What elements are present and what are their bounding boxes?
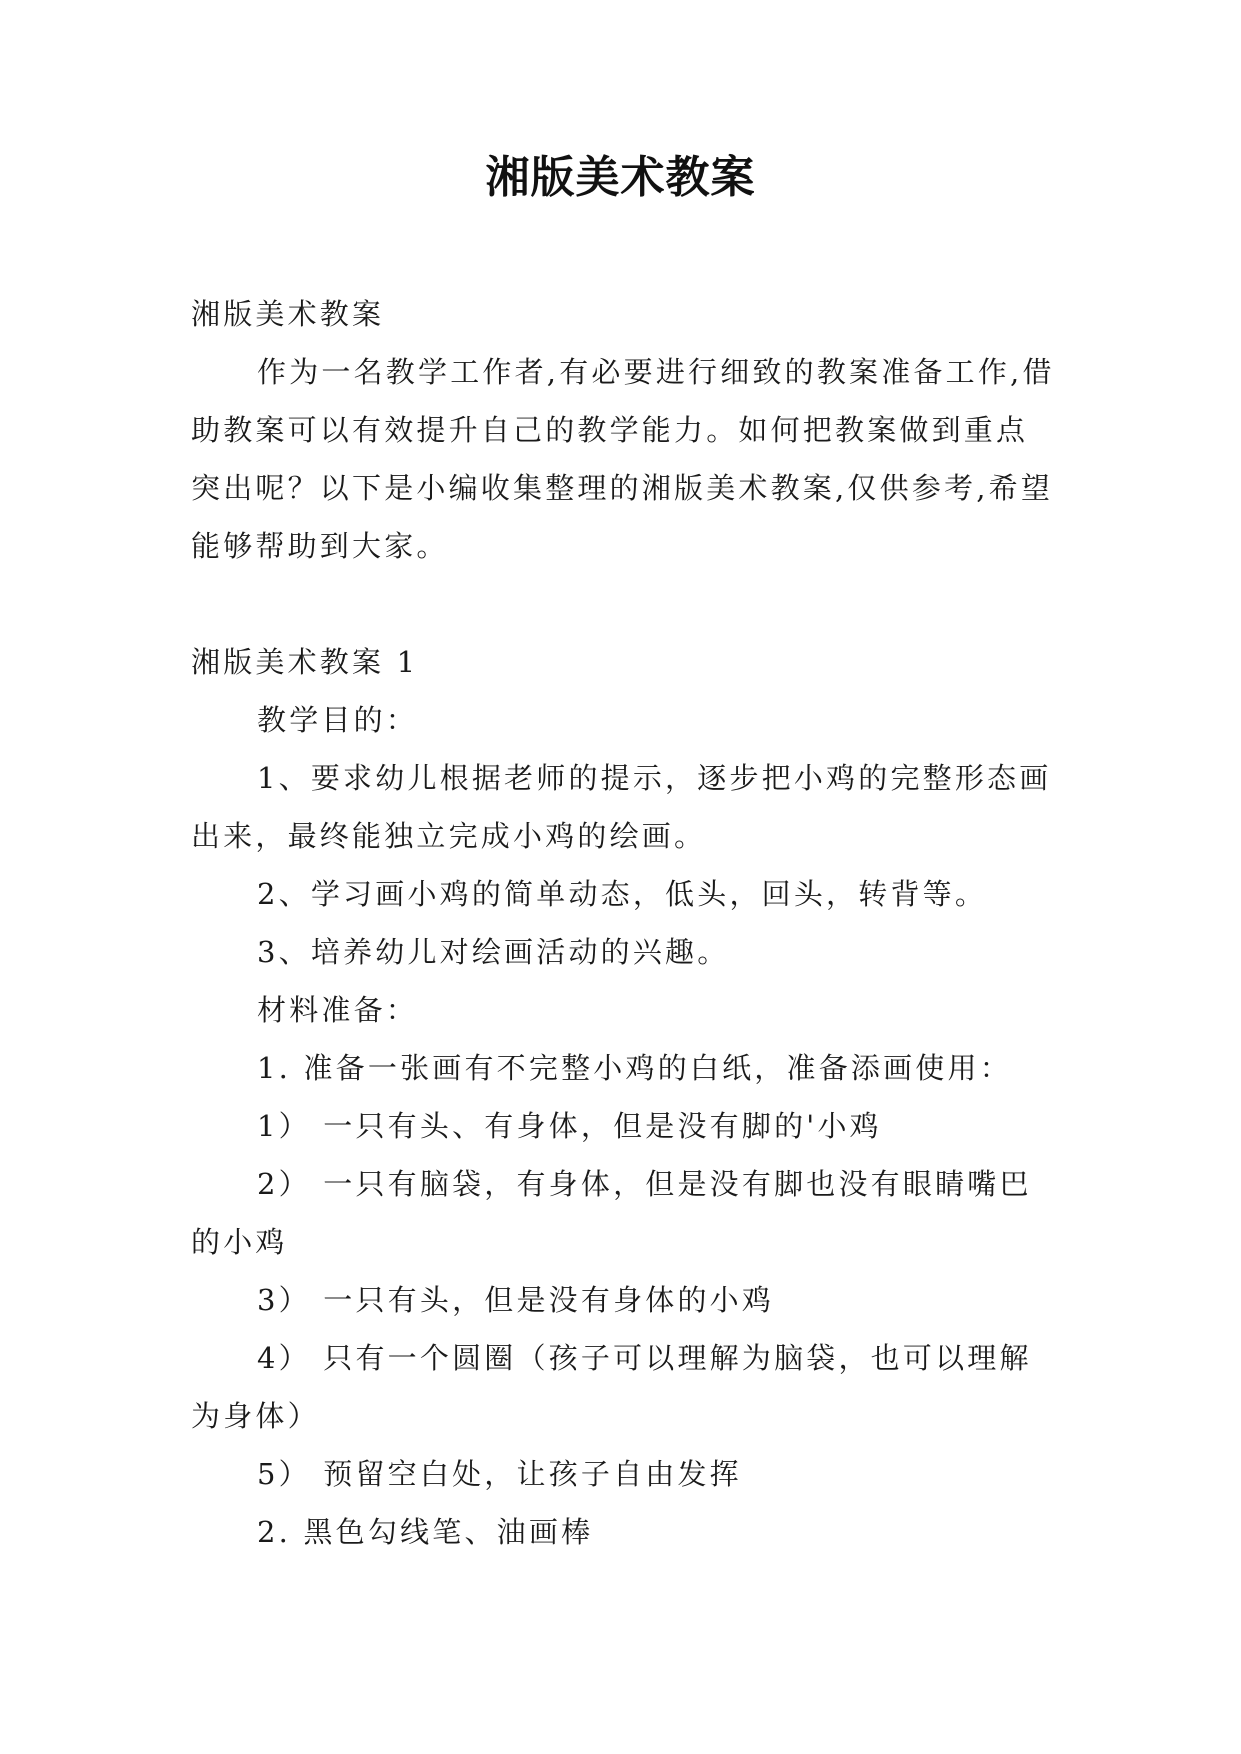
material-subitem-5: 5） 预留空白处，让孩子自由发挥: [257, 1457, 742, 1491]
document-title: 湘版美术教案: [485, 152, 756, 203]
material-item-2: 2. 黑色勾线笔、油画棒: [257, 1515, 594, 1549]
section-heading-intro: 湘版美术教案: [191, 297, 385, 331]
goal-item-2: 2、学习画小鸡的简单动态，低头，回头，转背等。: [257, 877, 988, 911]
material-subitem-4: 4） 只有一个圆圈（孩子可以理解为脑袋，也可以理解为身体）: [191, 1341, 1032, 1433]
material-subitem-2: 2） 一只有脑袋，有身体，但是没有脚也没有眼睛嘴巴的小鸡: [191, 1167, 1032, 1259]
material-subitem-1: 1） 一只有头、有身体，但是没有脚的'小鸡: [257, 1109, 882, 1143]
goal-item-1: 1、要求幼儿根据老师的提示，逐步把小鸡的完整形态画出来，最终能独立完成小鸡的绘画。: [191, 761, 1052, 853]
material-item-1: 1. 准备一张画有不完整小鸡的白纸，准备添画使用：: [257, 1051, 1012, 1085]
intro-paragraph: 作为一名教学工作者,有必要进行细致的教案准备工作,借助教案可以有效提升自己的教学能力。如何把教案做到重点突出呢？以下是小编收集整理的湘版美术教案,仅供参考,希望能够帮助到大家。: [191, 355, 1055, 563]
material-subitem-3: 3） 一只有头，但是没有身体的小鸡: [257, 1283, 775, 1317]
goal-item-3: 3、培养幼儿对绘画活动的兴趣。: [257, 935, 730, 969]
teaching-goals-heading: 教学目的：: [257, 703, 419, 737]
materials-heading: 材料准备：: [257, 993, 419, 1027]
document-body: [191, 285, 1059, 1561]
section-heading-lesson-1: 湘版美术教案 1: [191, 645, 419, 679]
